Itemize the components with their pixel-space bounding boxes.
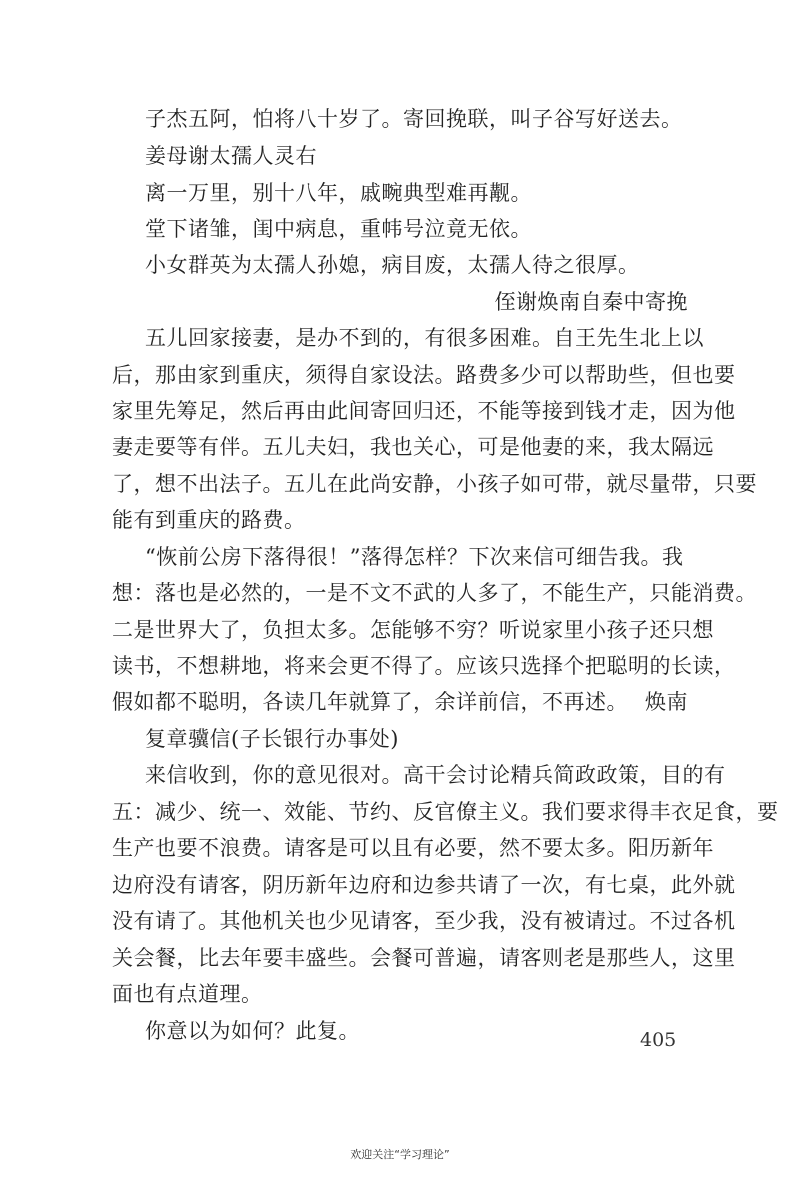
- text-line: 子杰五阿，怕将八十岁了。寄回挽联，叫子谷写好送去。: [145, 107, 683, 131]
- elegy-signature: 侄谢焕南自秦中寄挽: [494, 290, 688, 314]
- paragraph-line: 二是世界大了，负担太多。怎能够不穷？听说家里小孩子还只想: [112, 618, 714, 642]
- page-number: 405: [640, 1029, 677, 1051]
- paragraph-line: 生产也要不浪费。请客是可以且有必要，然不要太多。阳历新年: [112, 836, 714, 860]
- letter-heading: 复章骥信(子长银行办事处): [145, 727, 399, 751]
- elegy-couplet-line: 离一万里，别十八年，戚畹典型难再觏。: [145, 181, 532, 205]
- paragraph-line: 假如都不聪明，各读几年就算了，余详前信，不再述。: [112, 690, 628, 714]
- elegy-heading: 姜母谢太孺人灵右: [145, 144, 317, 168]
- paragraph-line: “恢前公房下落得很！”落得怎样？下次来信可细告我。我: [145, 545, 684, 569]
- paragraph-line: 五儿回家接妻，是办不到的，有很多困难。自王先生北上以: [145, 326, 704, 350]
- paragraph-line: 读书，不想耕地，将来会更不得了。应该只选择个把聪明的长读，: [112, 654, 736, 678]
- paragraph-line: 没有请了。其他机关也少见请客，至少我，没有被请过。不过各机: [112, 909, 736, 933]
- paragraph-line: 能有到重庆的路费。: [112, 508, 306, 532]
- paragraph-line: 了，想不出法子。五儿在此尚安静，小孩子如可带，就尽量带，只要: [112, 472, 757, 496]
- letter-signature: 焕南: [645, 690, 688, 714]
- paragraph-line: 边府没有请客，阴历新年边府和边参共请了一次，有七桌，此外就: [112, 873, 736, 897]
- paragraph-line: 关会餐，比去年要丰盛些。会餐可普遍，请客则老是那些人，这里: [112, 946, 736, 970]
- footer-caption: 欢迎关注“学习理论”: [350, 1148, 450, 1161]
- paragraph-line: 来信收到，你的意见很对。高干会讨论精兵简政政策，目的有: [145, 763, 726, 787]
- closing-line: 你意以为如何？此复。: [145, 1019, 360, 1043]
- paragraph-line: 后，那由家到重庆，须得自家设法。路费多少可以帮助些，但也要: [112, 363, 736, 387]
- elegy-note: 小女群英为太孺人孙媳，病目废，太孺人待之很厚。: [145, 253, 640, 277]
- elegy-couplet-line: 堂下诸雏，闺中病息，重帏号泣竟无依。: [145, 217, 532, 241]
- paragraph-line: 家里先筹足，然后再由此间寄回归还，不能等接到钱才走，因为他: [112, 399, 736, 423]
- paragraph-line: 面也有点道理。: [112, 982, 263, 1006]
- paragraph-line: 想：落也是必然的，一是不文不武的人多了，不能生产，只能消费。: [112, 581, 757, 605]
- paragraph-line: 五：减少、统一、效能、节约、反官僚主义。我们要求得丰衣足食，要: [112, 800, 779, 824]
- paragraph-line: 妻走要等有伴。五儿夫妇，我也关心，可是他妻的来，我太隔远: [112, 435, 714, 459]
